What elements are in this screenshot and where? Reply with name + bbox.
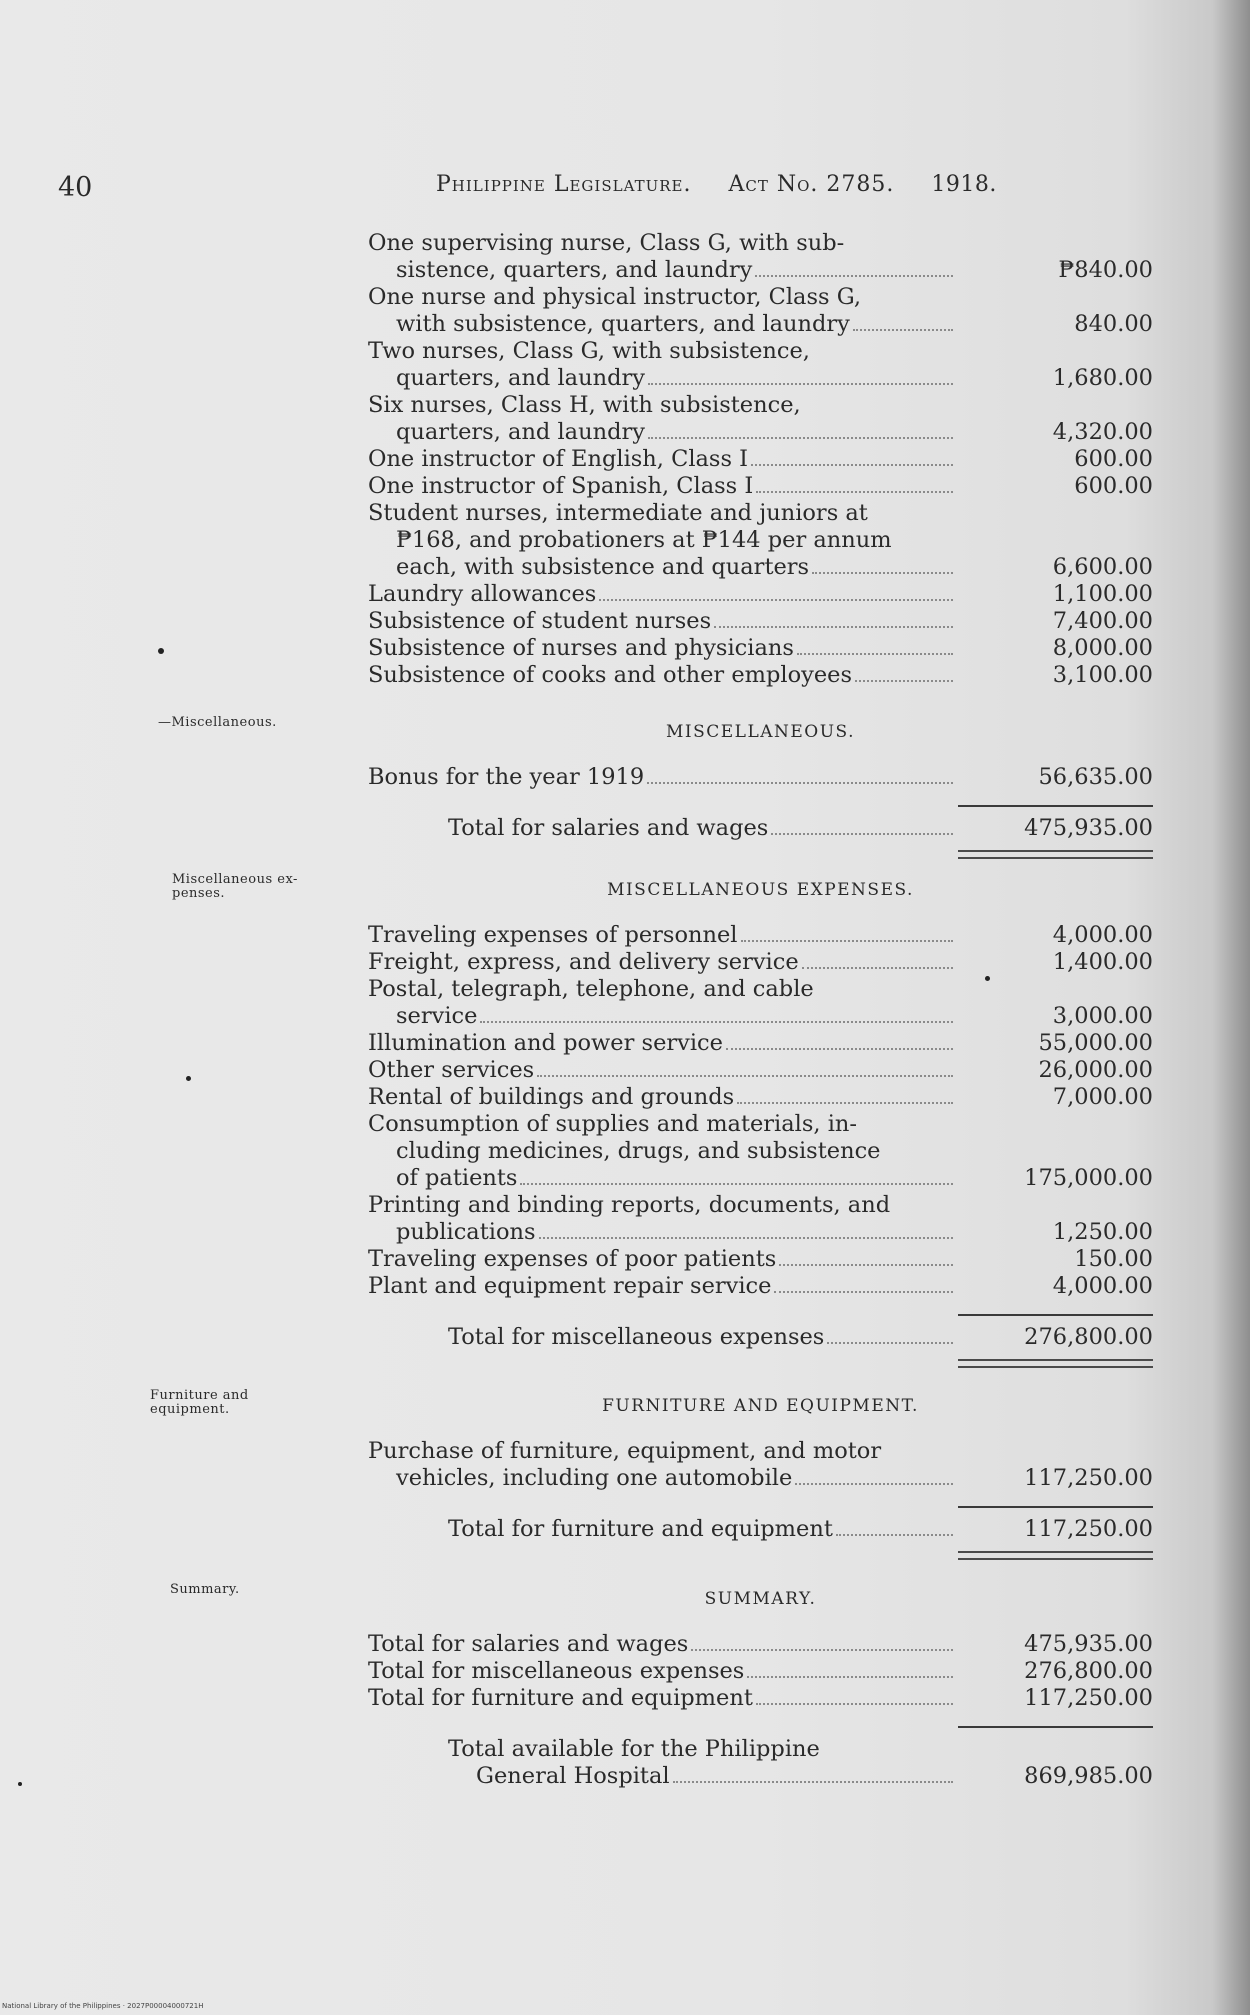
furniture-section: [368, 1374, 1153, 1560]
line-item-text: Total for furniture and equipment: [368, 1685, 753, 1711]
line-item-text: with subsistence, quarters, and laundry: [396, 311, 850, 337]
line-item-description: [368, 1030, 953, 1057]
ink-speck: [158, 648, 164, 654]
line-item-text: Total for furniture and equipment: [448, 1516, 833, 1542]
line-item-description: [368, 1658, 953, 1685]
expense-line-item: [368, 976, 1153, 1030]
line-item-text: Consumption of supplies and materials, in-: [368, 1111, 858, 1137]
salary-line-item: [368, 446, 1153, 473]
line-item-text: of patients: [396, 1165, 518, 1191]
line-item-text: Bonus for the year 1919: [368, 764, 645, 790]
line-item-text: ₱168, and probationers at ₱144 per annum: [396, 527, 892, 553]
line-item-description: [368, 1685, 953, 1712]
furniture-line-item: [368, 1438, 1153, 1492]
dot-leader: [812, 554, 953, 574]
margin-note-miscellaneous: —Miscellaneous.: [158, 715, 277, 730]
line-item-description: [368, 1084, 953, 1111]
dot-leader: [520, 1165, 953, 1185]
dot-leader: [797, 635, 953, 655]
dot-leader: [747, 1658, 953, 1678]
dot-leader: [751, 446, 953, 466]
line-item-description: [368, 815, 953, 842]
line-item-text: Subsistence of student nurses: [368, 608, 712, 634]
line-item-amount: 3,000.00: [1052, 1003, 1153, 1029]
line-item-amount: 4,000.00: [1052, 1273, 1153, 1299]
line-item-description: [368, 1324, 953, 1351]
dot-leader: [648, 419, 953, 439]
line-item-text: cluding medicines, drugs, and subsistence: [396, 1138, 881, 1164]
dot-leader: [827, 1324, 953, 1344]
line-item-text: One instructor of Spanish, Class I: [368, 473, 754, 499]
expense-line-item: [368, 1192, 1153, 1246]
line-item-amount: 7,400.00: [1052, 608, 1153, 634]
line-item-text: Student nurses, intermediate and juniors at: [368, 500, 868, 526]
margin-note-misc-expenses: Miscellaneous ex- penses.: [172, 872, 298, 901]
line-item-text: Total for salaries and wages: [368, 1631, 689, 1657]
misc-expenses-section: [368, 858, 1153, 1368]
line-item-text: Traveling expenses of personnel: [368, 922, 738, 948]
dot-leader: [741, 922, 953, 942]
grand-total: [368, 1736, 1153, 1790]
line-item-description: [368, 230, 953, 284]
line-item-amount: 1,100.00: [1052, 581, 1153, 607]
line-item-amount: 276,800.00: [1024, 1658, 1153, 1684]
line-item-description: [368, 1516, 953, 1543]
line-item-amount: 55,000.00: [1038, 1030, 1153, 1056]
line-item-text: One nurse and physical instructor, Class G,: [368, 284, 862, 310]
margin-note-summary: Summary.: [170, 1582, 240, 1597]
line-item-amount: 475,935.00: [1024, 1631, 1153, 1657]
line-item-description: [368, 446, 953, 473]
dot-leader: [802, 949, 953, 969]
line-item-amount: 117,250.00: [1024, 1465, 1153, 1491]
expense-line-item: [368, 1273, 1153, 1300]
line-item-text: Subsistence of nurses and physicians: [368, 635, 794, 661]
line-item-text: Plant and equipment repair service: [368, 1273, 772, 1299]
line-item-text: Purchase of furniture, equipment, and motor: [368, 1438, 882, 1464]
line-item-text: Printing and binding reports, documents, and: [368, 1192, 891, 1218]
line-item-description: [368, 608, 953, 635]
line-item-amount: 26,000.00: [1038, 1057, 1153, 1083]
dot-leader: [755, 257, 953, 277]
line-item-description: [368, 500, 953, 581]
dot-leader: [673, 1763, 953, 1783]
summary-line-item: [368, 1685, 1153, 1712]
line-item-amount: 4,320.00: [1052, 419, 1153, 445]
line-item-text: Traveling expenses of poor patients: [368, 1246, 777, 1272]
line-item-description: [368, 922, 953, 949]
line-item-amount: ₱840.00: [1058, 257, 1153, 283]
subtotal-rule: [958, 805, 1153, 807]
running-head-legislature: Philippine Legislature.: [436, 172, 692, 197]
salary-line-item: [368, 581, 1153, 608]
dot-leader: [691, 1631, 953, 1651]
subtotal-rule: [958, 1726, 1153, 1728]
page-number: 40: [58, 172, 93, 203]
line-item-text: Six nurses, Class H, with subsistence,: [368, 392, 801, 418]
heading-misc-expenses: MISCELLANEOUS EXPENSES.: [607, 880, 914, 900]
line-item-description: [368, 1111, 953, 1192]
line-item-text: Freight, express, and delivery service: [368, 949, 799, 975]
line-item-amount: 869,985.00: [1024, 1763, 1153, 1789]
salary-line-item: [368, 500, 1153, 581]
salary-line-item: [368, 635, 1153, 662]
line-item-description: [368, 764, 953, 791]
line-item-text: Subsistence of cooks and other employees: [368, 662, 853, 688]
running-head: [436, 172, 1086, 197]
line-item-amount: 56,635.00: [1038, 764, 1153, 790]
total-salaries-wages: [368, 815, 1153, 842]
summary-section: [368, 1567, 1153, 1790]
line-item-amount: 3,100.00: [1052, 662, 1153, 688]
line-item-text: Total available for the Philippine: [448, 1736, 820, 1762]
line-item-amount: 1,680.00: [1052, 365, 1153, 391]
summary-line-item: [368, 1631, 1153, 1658]
line-item-description: [368, 1273, 953, 1300]
line-item-text: Total for miscellaneous expenses: [368, 1658, 745, 1684]
line-item-description: [368, 1246, 953, 1273]
dot-leader: [795, 1465, 953, 1485]
expense-line-item: [368, 1030, 1153, 1057]
salary-line-item: [368, 338, 1153, 392]
line-item-description: [368, 338, 953, 392]
line-item-text: One instructor of English, Class I: [368, 446, 749, 472]
dot-leader: [648, 365, 953, 385]
line-item-text: Postal, telegraph, telephone, and cable: [368, 976, 814, 1002]
expense-line-item: [368, 1057, 1153, 1084]
line-item-text: Other services: [368, 1057, 535, 1083]
heading-furniture: FURNITURE AND EQUIPMENT.: [602, 1396, 919, 1416]
expense-line-item: [368, 1246, 1153, 1273]
line-item-description: [368, 662, 953, 689]
total-furniture: [368, 1516, 1153, 1543]
heading-summary: SUMMARY.: [704, 1589, 817, 1609]
line-item-amount: 276,800.00: [1024, 1324, 1153, 1350]
dot-leader: [480, 1003, 953, 1023]
line-item-amount: 8,000.00: [1052, 635, 1153, 661]
line-item-amount: 117,250.00: [1024, 1685, 1153, 1711]
misc-line-item: [368, 764, 1153, 791]
expense-line-item: [368, 1111, 1153, 1192]
subtotal-rule: [958, 1506, 1153, 1508]
line-item-text: Total for salaries and wages: [448, 815, 769, 841]
ink-speck: [985, 976, 990, 981]
salaries-section: [368, 230, 1153, 689]
line-item-text: Two nurses, Class G, with subsistence,: [368, 338, 810, 364]
line-item-amount: 600.00: [1074, 446, 1153, 472]
line-item-amount: 175,000.00: [1024, 1165, 1153, 1191]
running-head-act: Act No. 2785.: [728, 172, 895, 197]
line-item-description: [368, 1631, 953, 1658]
line-item-text: Rental of buildings and grounds: [368, 1084, 735, 1110]
dot-leader: [537, 1057, 953, 1077]
line-item-description: [368, 1438, 953, 1492]
salary-line-item: [368, 608, 1153, 635]
line-item-text: each, with subsistence and quarters: [396, 554, 810, 580]
miscellaneous-section: [368, 700, 1153, 859]
line-item-amount: 475,935.00: [1024, 815, 1153, 841]
summary-line-item: [368, 1658, 1153, 1685]
line-item-amount: 117,250.00: [1024, 1516, 1153, 1542]
salary-line-item: [368, 230, 1153, 284]
line-item-description: [368, 1057, 953, 1084]
total-misc-expenses: [368, 1324, 1153, 1351]
line-item-description: [368, 949, 953, 976]
line-item-text: vehicles, including one automobile: [396, 1465, 793, 1491]
line-item-amount: 840.00: [1074, 311, 1153, 337]
line-item-text: sistence, quarters, and laundry: [396, 257, 753, 283]
line-item-amount: 150.00: [1074, 1246, 1153, 1272]
dot-leader: [779, 1246, 953, 1266]
scan-fine-print: National Library of the Philippines · 2027P00004000721H: [2, 2002, 204, 2010]
line-item-description: [368, 473, 953, 500]
dot-leader: [737, 1084, 953, 1104]
expense-line-item: [368, 949, 1153, 976]
dot-leader: [714, 608, 953, 628]
salary-line-item: [368, 392, 1153, 446]
ink-speck: [186, 1076, 191, 1081]
line-item-text: service: [396, 1003, 478, 1029]
dot-leader: [539, 1219, 953, 1239]
expense-line-item: [368, 922, 1153, 949]
heading-miscellaneous: MISCELLANEOUS.: [665, 722, 856, 742]
expense-line-item: [368, 1084, 1153, 1111]
total-double-rule: [958, 1551, 1153, 1560]
line-item-text: Total for miscellaneous expenses: [448, 1324, 825, 1350]
salary-line-item: [368, 662, 1153, 689]
line-item-text: quarters, and laundry: [396, 365, 645, 391]
line-item-amount: 600.00: [1074, 473, 1153, 499]
dot-leader: [855, 662, 953, 682]
line-item-amount: 1,250.00: [1052, 1219, 1153, 1245]
dot-leader: [726, 1030, 953, 1050]
line-item-text: Illumination and power service: [368, 1030, 723, 1056]
line-item-description: [368, 581, 953, 608]
line-item-text: publications: [396, 1219, 536, 1245]
line-item-description: [368, 1736, 953, 1790]
line-item-description: [368, 976, 953, 1030]
line-item-amount: 1,400.00: [1052, 949, 1153, 975]
salary-line-item: [368, 284, 1153, 338]
line-item-amount: 4,000.00: [1052, 922, 1153, 948]
dot-leader: [756, 473, 953, 493]
dot-leader: [771, 815, 953, 835]
dot-leader: [836, 1516, 953, 1536]
line-item-amount: 7,000.00: [1052, 1084, 1153, 1110]
dot-leader: [774, 1273, 953, 1293]
line-item-text: quarters, and laundry: [396, 419, 645, 445]
line-item-description: [368, 635, 953, 662]
line-item-amount: 6,600.00: [1052, 554, 1153, 580]
subtotal-rule: [958, 1314, 1153, 1316]
dot-leader: [853, 311, 953, 331]
salary-line-item: [368, 473, 1153, 500]
running-head-year: 1918.: [931, 172, 997, 197]
line-item-description: [368, 1192, 953, 1246]
line-item-description: [368, 284, 953, 338]
line-item-text: Laundry allowances: [368, 581, 597, 607]
line-item-description: [368, 392, 953, 446]
dot-leader: [647, 764, 953, 784]
dot-leader: [756, 1685, 953, 1705]
ink-speck: [18, 1782, 22, 1786]
total-double-rule: [958, 1359, 1153, 1368]
line-item-text: One supervising nurse, Class G, with sub-: [368, 230, 845, 256]
dot-leader: [599, 581, 953, 601]
line-item-text: General Hospital: [476, 1763, 670, 1789]
margin-note-furniture: Furniture and equipment.: [150, 1388, 249, 1417]
